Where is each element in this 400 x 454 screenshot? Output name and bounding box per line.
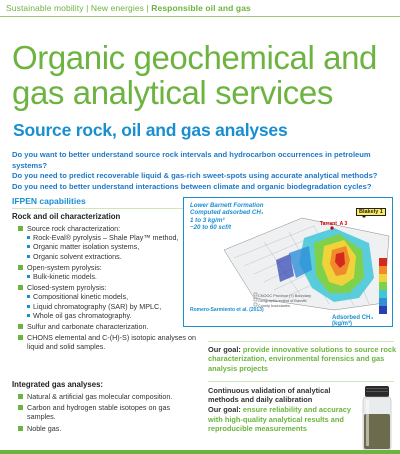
sub-item: Organic solvent extractions.	[27, 252, 200, 261]
goal-2-text: ensure reliability and accuracy with high-quality analytical results and reproducible measurements	[208, 405, 351, 433]
list-item-label: Source rock characterization:	[27, 224, 121, 233]
question-2: Do you need to predict recoverable liquid & gas-rich sweet-spots using accurate analytical methods?	[12, 171, 378, 180]
map-caption	[190, 202, 264, 232]
page-subtitle: Source rock, oil and gas analyses	[13, 120, 288, 140]
goal-rule	[208, 381, 394, 382]
page-title: Organic geochemical and gas analytical services	[12, 39, 378, 111]
sub-item: Bulk-kinetic models.	[27, 272, 200, 281]
section-gas: Integrated gas analyses:	[12, 380, 104, 389]
map-caption-line: ~20 to 60 scf/t	[190, 224, 232, 232]
goal-2	[208, 386, 353, 433]
map-caption-line: Computed adsorbed CH₄	[190, 209, 264, 217]
capabilities-panel	[0, 196, 200, 446]
map-legend-line: CNOOC Province (?) Boundary	[258, 294, 311, 298]
sub-item: Organic matter isolation systems,	[27, 242, 200, 251]
map-legend-small	[258, 294, 311, 309]
goal-1-text: provide innovative solutions to source rock characterization, environmental forensics and gas analysis projects	[208, 345, 397, 373]
sub-item: Compositional kinetic models,	[27, 292, 200, 301]
goal-1	[208, 345, 398, 373]
footer-rule	[0, 450, 400, 454]
list-rock-oil	[18, 224, 200, 354]
header-tagline	[6, 3, 251, 13]
list-item	[18, 263, 200, 281]
map-well-label-b: Blakely 1	[356, 208, 386, 216]
tag-separator: |	[146, 3, 149, 13]
goal-rule	[208, 341, 394, 342]
question-3: Do you need to better understand interactions between climate and organic biodegradation cycles?	[12, 181, 372, 191]
goal-2-body	[208, 405, 353, 433]
map-caption-line: 1 to 3 kg/m³	[190, 216, 225, 224]
section-rock-oil: Rock and oil characterization	[12, 212, 121, 221]
map-legend-line: Geographic extent of Barnett	[258, 299, 307, 303]
sub-item: Rock-Eval® pyrolysis – Shale Play™ method,	[27, 233, 200, 242]
sub-item: Liquid chromatography (SAR) by MPLC,	[27, 302, 200, 311]
map-well-label-a: Tarrant_A 3	[320, 221, 348, 227]
tag-sustainable-mobility: Sustainable mobility	[6, 3, 84, 13]
sub-item: Whole oil gas chromatography.	[27, 311, 200, 320]
tag-new-energies: New energies	[90, 3, 145, 13]
map-credit: Romero-Sarmiento et al. (2013)	[190, 307, 264, 313]
map-legend-label: Adsorbed CH₄ (kg/m³)	[332, 315, 374, 327]
list-item-label: Sulfur and carbonate characterization.	[27, 322, 149, 332]
list-item-label: CHONS elemental and C-(H)-S) isotopic analyses on liquid and solid samples.	[27, 333, 196, 352]
list-gas	[18, 392, 200, 435]
map-legend-line: County boundaries	[258, 304, 290, 308]
sample-vial-image	[356, 384, 398, 452]
list-item	[18, 283, 200, 320]
list-item	[18, 333, 200, 351]
adsorbed-methane-map	[183, 197, 393, 327]
list-item: Noble gas.	[18, 424, 200, 433]
list-item	[18, 322, 200, 331]
questions-block	[12, 150, 397, 192]
list-item-label: Closed-system pyrolysis:	[27, 283, 107, 293]
goal-1-label: Our goal:	[208, 345, 241, 354]
question-1: Do you want to better understand source rock intervals and hydrocarbon occurrences in petroleum systems?	[12, 150, 371, 170]
capabilities-title: IFPEN capabilities	[12, 196, 86, 206]
list-item: Carbon and hydrogen stable isotopes on gas samples.	[18, 403, 200, 421]
map-caption-line: Lower Barnett Formation	[190, 202, 264, 209]
tag-responsible-oil-gas: Responsible oil and gas	[151, 3, 251, 13]
capabilities-rule	[12, 208, 198, 209]
list-item-label: Open-system pyrolysis:	[27, 262, 102, 272]
goal-2-heading: Continuous validation of analytical methods and daily calibration	[208, 386, 331, 405]
header-rule	[0, 16, 400, 17]
goal-2-label: Our goal:	[208, 405, 241, 415]
list-item: Natural & artificial gas molecular composition.	[18, 392, 200, 401]
tag-separator: |	[86, 3, 89, 13]
header-bar	[0, 0, 400, 18]
list-item	[18, 224, 200, 261]
